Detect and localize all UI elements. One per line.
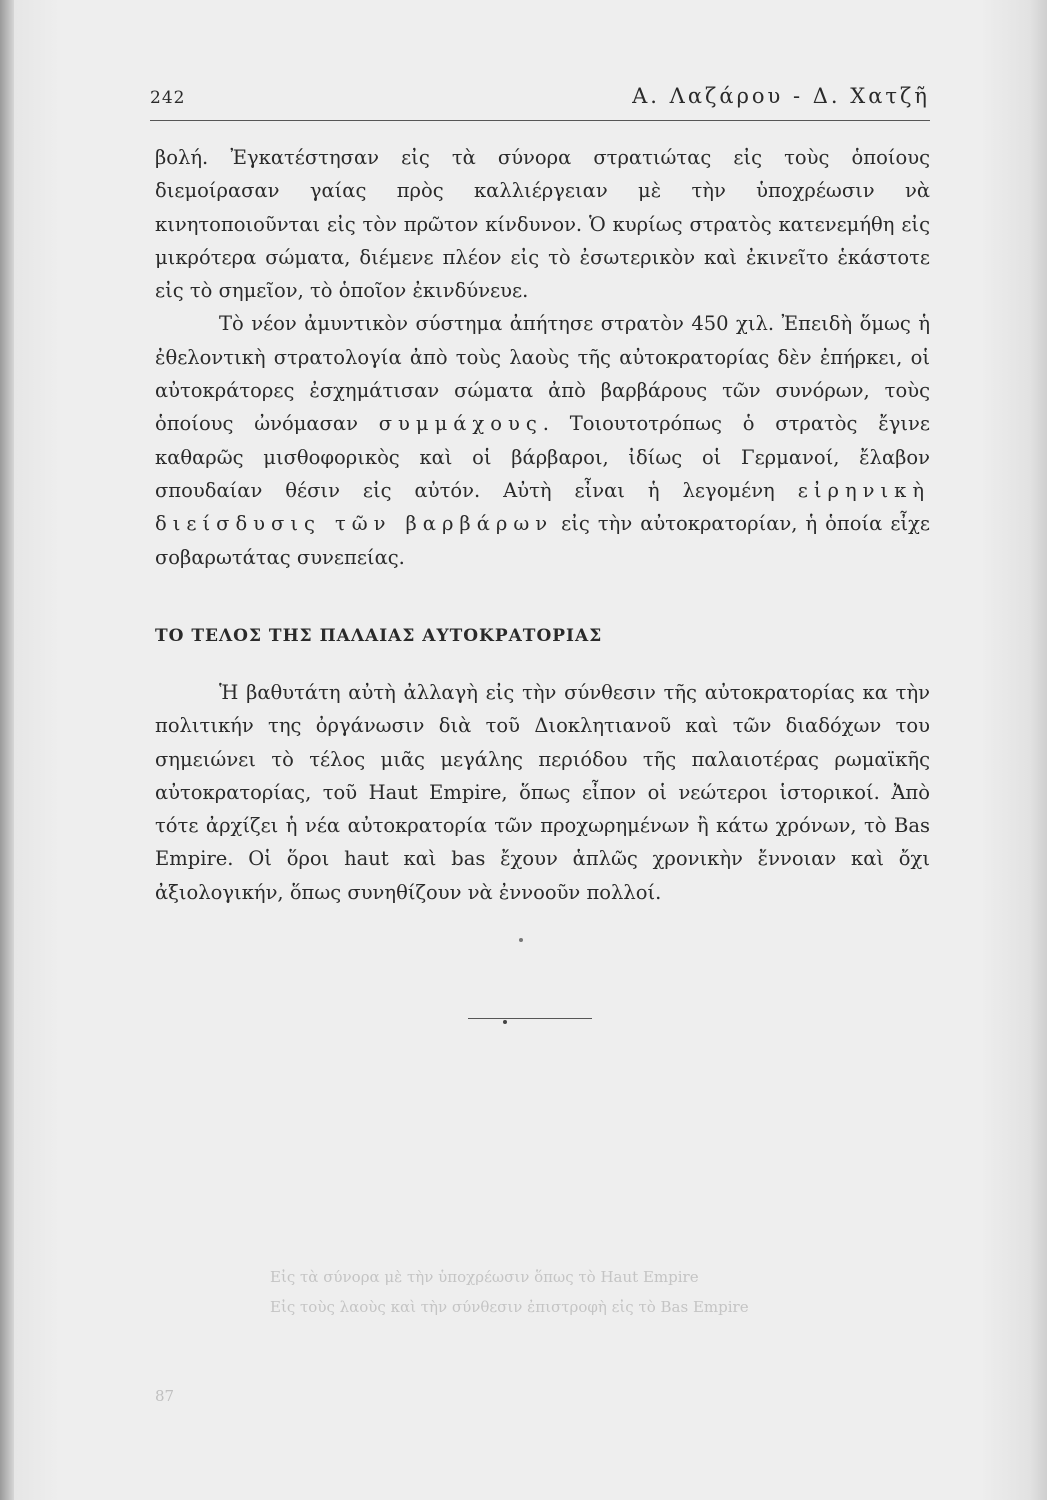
- section-title: ΤΟ ΤΕΛΟΣ ΤΗΣ ΠΑΛΑΙΑΣ ΑΥΤΟΚΡΑΤΟΡΙΑΣ: [155, 626, 603, 646]
- show-through-line-1: Εἰς τὰ σύνορα μὲ τὴν ὑποχρέωσιν ὅπως τὸ Haut Empire: [270, 1268, 699, 1286]
- page-number: 242: [150, 88, 186, 108]
- paragraph-2-part-1: Τὸ νέον ἀμυντικὸν σύστημα ἀπήτησε στρατὸν 450 χιλ. Ἐπειδὴ ὅμως ἡ ἐθελοντικὴ στρατολογία ἀπὸ τοὺς λαοὺς τῆς αὐτοκρατορίας δὲν ἐπήρκει, οἱ αὐτοκράτορες ἐσχημάτισαν σώματα ἀπὸ βαρβάρους τῶν συνόρων, τοὺς ὁποίους ὠνόμασαν: [155, 312, 930, 436]
- binding-shadow: [0, 0, 14, 1500]
- paragraph-3: Ἡ βαθυτάτη αὐτὴ ἀλλαγὴ εἰς τὴν σύνθεσιν τῆς αὐτοκρατορίας κα τὴν πολιτικήν της ὀργάνωσιν διὰ τοῦ Διοκλητιανοῦ καὶ τῶν διαδόχων του σημειώνει τὸ τέλος μιᾶς μεγάλης περιόδου τῆς παλαιοτέρας ρωμαϊκῆς αὐτοκρατορίας, τοῦ Haut Empire, ὅπως εἶπον οἱ νεώτεροι ἱστορικοί. Ἀπὸ τότε ἀρχίζει ἡ νέα αὐτοκρατορία τῶν προχωρημένων ἢ κάτω χρόνων, τὸ Bas Empire. Οἱ ὅροι haut καὶ bas ἔχουν ἁπλῶς χρονικὴν ἔννοιαν καὶ ὄχι ἀξιολογικήν, ὅπως συνηθίζουν νὰ ἐννοοῦν πολλοί.: [155, 681, 930, 904]
- paragraph-2-part-3: εἰς τὴν αὐτοκρατορίαν, ἡ ὁποία εἶχε σοβαρωτάτας συνεπείας.: [155, 512, 930, 569]
- show-through-line-2: Εἰς τοὺς λαοὺς καὶ τὴν σύνθεσιν ἐπιστροφὴ εἰς τὸ Bas Empire: [270, 1298, 749, 1316]
- show-through-mark: 87: [155, 1387, 175, 1405]
- running-head: Α. Λαζάρου - Δ. Χατζῆ: [632, 84, 930, 108]
- paragraph-2: [155, 307, 930, 573]
- body-text-top: [155, 141, 930, 574]
- header-rule: [150, 120, 930, 121]
- page-header: [150, 82, 930, 116]
- end-rule: [468, 1018, 592, 1019]
- body-text-bottom: [155, 676, 930, 909]
- end-rule-dot: [503, 1020, 507, 1024]
- stray-dot: [519, 938, 523, 942]
- spaced-term-peaceful-infiltration: εἰρηνικὴ διείσδυσις τῶν βαρβάρων: [155, 478, 930, 536]
- paragraph-1: βολή. Ἐγκατέστησαν εἰς τὰ σύνορα στρατιώτας εἰς τοὺς ὁποίους διεμοίρασαν γαίας πρὸς καλλιέργειαν μὲ τὴν ὑποχρέωσιν νὰ κινητοποιοῦνται εἰς τὸν πρῶτον κίνδυνον. Ὁ κυρίως στρατὸς κατενεμήθη εἰς μικρότερα σώματα, διέμενε πλέον εἰς τὸ ἐσωτερικὸν καὶ ἐκινεῖτο ἑκάστοτε εἰς τὸ σημεῖον, τὸ ὁποῖον ἐκινδύνευε.: [155, 146, 930, 303]
- spaced-term-symmachous: συμμάχους: [378, 412, 543, 436]
- paragraph-2-part-2: . Τοιουτοτρόπως ὁ στρατὸς ἔγινε καθαρῶς μισθοφορικὸς καὶ οἱ βάρβαροι, ἰδίως οἱ Γερμανοί, ἔλαβον σπουδαίαν θέσιν εἰς αὐτόν. Αὐτὴ εἶναι ἡ λεγομένη: [155, 412, 930, 502]
